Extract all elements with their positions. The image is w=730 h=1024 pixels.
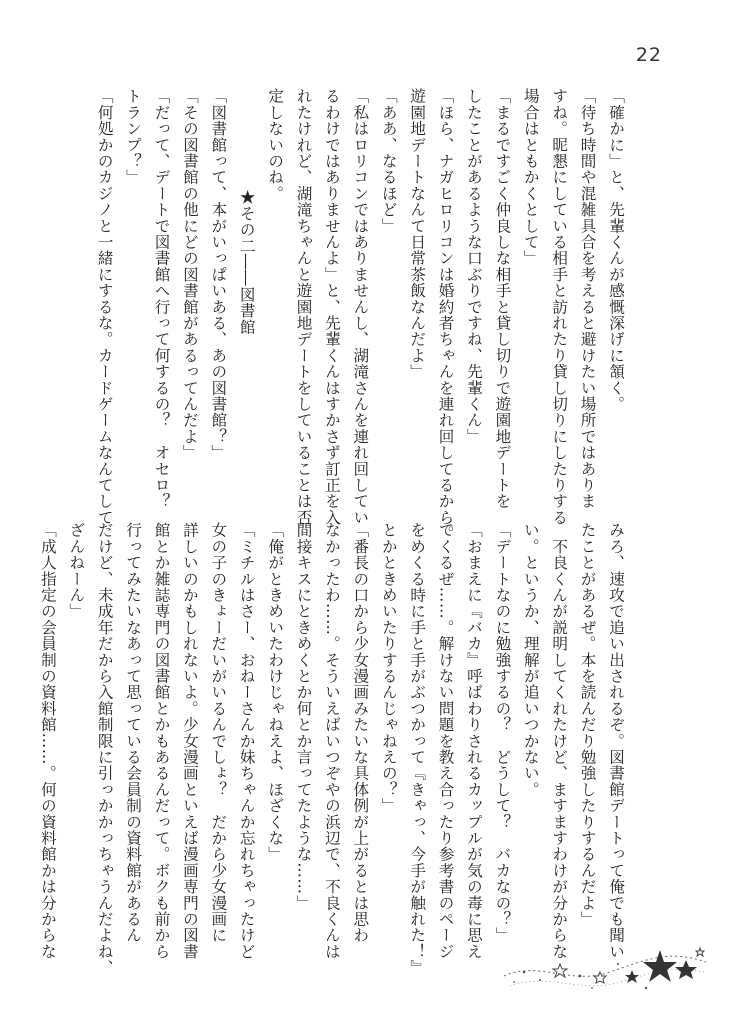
- text-line: 「まるですごく仲良しな相手と貸し切りで遊園地デートを: [493, 88, 512, 510]
- text-line: たことがあるぜ。本を読んだり勉強したりするんだよ」: [578, 522, 597, 927]
- stars-ornament-icon: [500, 942, 710, 998]
- text-line: 「成人指定の会員制の資料館……。何の資料館かは分からな: [38, 522, 57, 960]
- text-line: なかったわ……。そういえばいつぞやの浜辺で、不良くんは: [322, 522, 341, 960]
- upper-text-block: [90, 88, 630, 542]
- text-line: てくるぜ……。解けない問題を教え合ったり参考書のページ: [436, 522, 455, 960]
- text-line: 「図書館って、本がいっぱいある、あの図書館？」: [209, 88, 228, 461]
- text-line: 「確かに」と、先輩くんが感慨深げに頷く。: [607, 88, 625, 412]
- text-line: だけど、未成年だから入館制限に引っかかっちゃうんだよね、: [95, 522, 114, 976]
- text-line: 不良くんが説明してくれたけど、ますますわけが分からな: [550, 522, 569, 960]
- text-line: 女の子のきょーだいがいるんでしょ？ だから少女漫画に: [209, 522, 228, 944]
- text-line: 遊園地デートなんて日常茶飯なんだよ」: [408, 88, 427, 380]
- text-line: い。というか、理解が追いつかない。: [521, 522, 540, 798]
- text-line: 「だって、デートで図書館へ行って何するの？ オセロ？: [152, 88, 171, 510]
- text-line: 館とか雑誌専門の図書館とかもあるんだって。ボクも前から: [152, 522, 171, 960]
- text-line: 「私はロリコンではありませんし、湖滝さんを連れ回してい: [351, 88, 370, 526]
- text-line: 「何処かのカジノと一緒にするな。カードゲームなんてして: [95, 88, 114, 526]
- page-number: 22: [635, 44, 662, 66]
- text-line: 詳しいのかもしれないよ。少女漫画といえば漫画専門の図書: [180, 522, 199, 960]
- text-line: 「番長の口から少女漫画みたいな具体例が上がるとは思わ: [351, 522, 370, 944]
- text-line: 「俺がときめいたわけじゃねえよ、ほざくな」: [266, 522, 285, 863]
- text-line: 定しないのね。: [266, 88, 285, 202]
- text-line: 「ああ、なるほど」: [379, 88, 398, 234]
- text-line: 「ほら、ナガヒロリコンは婚約者ちゃんを連れ回してるから。: [436, 88, 455, 542]
- text-line: 間接キスにときめくとか何とか言ってたような……」: [294, 522, 313, 911]
- section-heading: ★その二――図書館: [237, 189, 256, 336]
- text-line: 「待ち時間や混雑具合を考えると避けたい場所ではありま: [578, 88, 597, 510]
- text-line: 場合はともかくとして」: [521, 88, 540, 267]
- text-line: とかときめいたりするんじゃねえの？」: [379, 522, 398, 814]
- text-line: トランプ？」: [124, 88, 143, 186]
- text-line: 行ってみたいなあって思っている会員制の資料館があるん: [124, 522, 143, 944]
- text-line: みろ、速攻で追い出されるぞ。図書館デートって俺でも聞い: [607, 522, 625, 960]
- text-line: をめくる時に手と手がぶつかって『きゃっ、今手が触れた！』: [408, 522, 427, 976]
- text-line: すね。昵懇にしている相手と訪れたり貸し切りにしたりする: [550, 88, 569, 526]
- text-line: したことがあるような口ぶりですね、先輩くん」: [464, 88, 483, 445]
- text-line: れたけれど、湖滝ちゃんと遊園地デートをしていることは否: [294, 88, 313, 526]
- lower-text-block: [33, 522, 630, 976]
- text-line: 「おまえに『バカ』呼ばわりされるカップルが気の毒に思え: [464, 522, 483, 960]
- text-line: 「ミチルはさー、おねーさんか妹ちゃんか忘れちゃったけど: [237, 522, 256, 960]
- text-line: 「その図書館の他にどの図書館があるってんだよ」: [180, 88, 199, 461]
- text-line: ざんねーん」: [67, 522, 86, 620]
- text-line: るわけではありませんよ」と、先輩くんはすかさず訂正を入: [322, 88, 341, 526]
- text-line: 「デートなのに勉強するの？ どうして？ バカなの？」: [493, 522, 512, 944]
